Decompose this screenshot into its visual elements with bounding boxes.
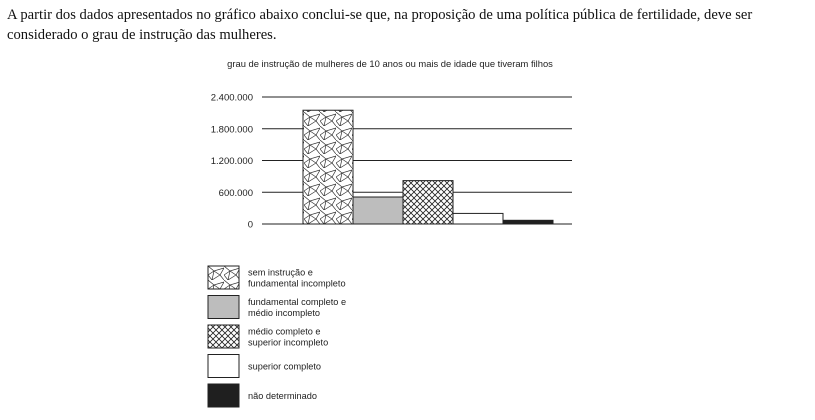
legend-label: fundamental completo e — [248, 297, 347, 307]
y-tick-label: 600.000 — [218, 187, 253, 199]
bar — [403, 181, 453, 224]
bars — [303, 110, 553, 224]
legend-label: não determinado — [248, 391, 317, 401]
legend-swatch — [208, 296, 239, 319]
question-text: A partir dos dados apresentados no gráfico abaixo conclui-se que, na proposição de uma política pública de fertilidade, deve ser considerado o grau de instrução das mulheres. — [7, 7, 753, 43]
bar — [303, 110, 353, 224]
bar — [353, 197, 403, 224]
bar — [503, 220, 553, 224]
legend — [208, 266, 346, 407]
legend-label: fundamental incompleto — [248, 278, 346, 289]
bar — [453, 213, 503, 224]
y-tick-label: 1.800.000 — [210, 124, 253, 136]
y-tick-label: 2.400.000 — [210, 92, 253, 104]
legend-swatch — [208, 355, 239, 378]
y-axis-ticks — [211, 93, 253, 231]
legend-label: superior completo — [248, 361, 322, 372]
legend-label: sem instrução e — [248, 267, 313, 278]
legend-label: médio incompleto — [248, 308, 321, 318]
legend-label: médio completo e — [248, 326, 321, 337]
legend-label: superior incompleto — [248, 337, 329, 348]
y-tick-label: 1.200.000 — [210, 156, 253, 167]
legend-swatch — [208, 384, 239, 407]
legend-swatch — [208, 266, 239, 289]
y-tick-label: 0 — [247, 219, 253, 231]
chart-title: grau de instrução de mulheres de 10 anos ou mais de idade que tiveram filhos — [227, 58, 553, 69]
legend-swatch — [208, 325, 239, 348]
